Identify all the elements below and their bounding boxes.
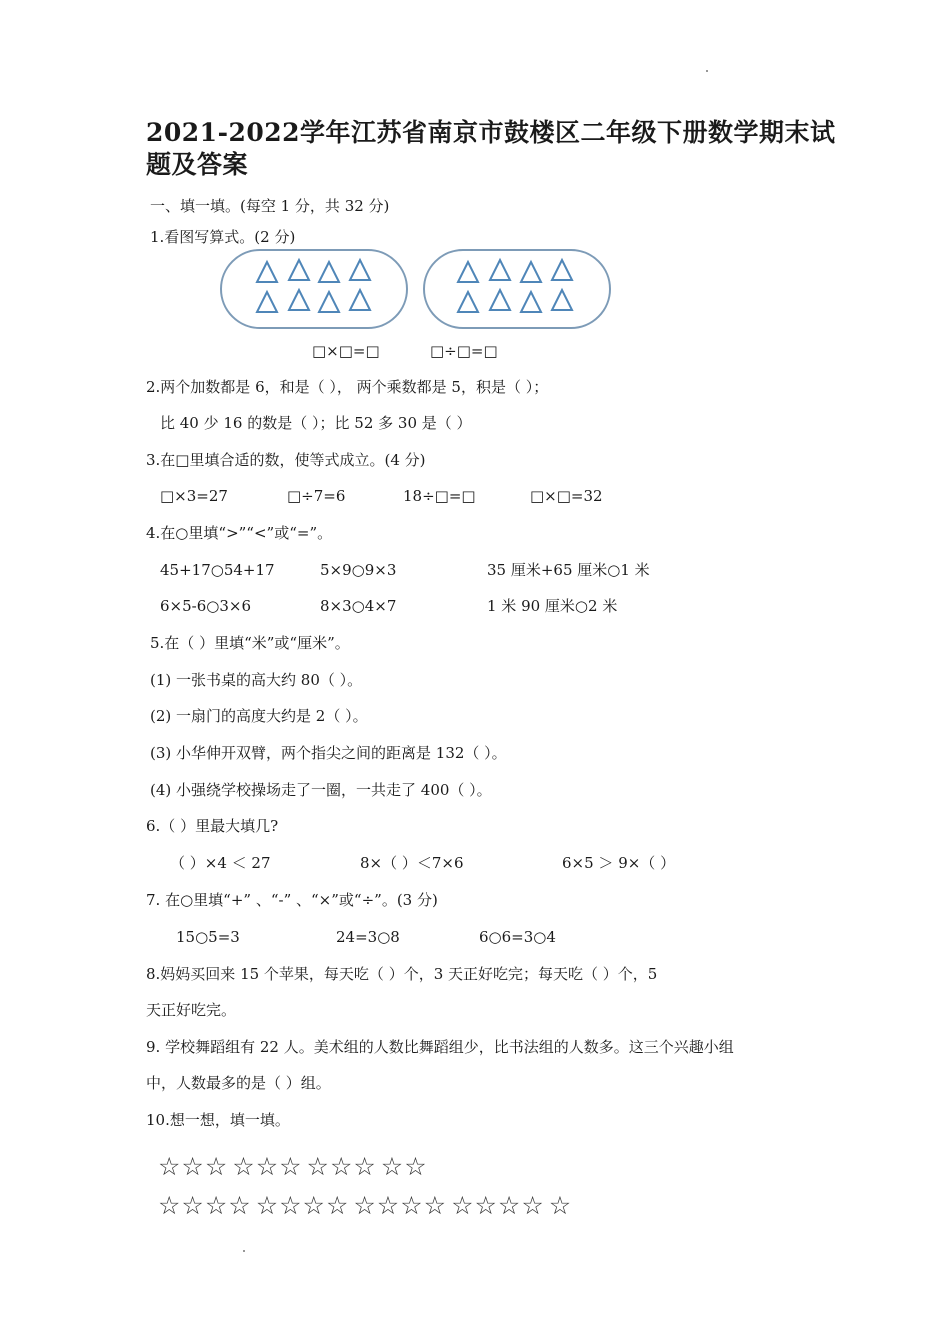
star-icon: ☆: [353, 1191, 377, 1220]
star-icon: ☆: [181, 1191, 205, 1220]
q5-label: 5.在（ ）里填“米”或“厘米”。: [150, 634, 350, 652]
triangle-icon: [319, 292, 339, 312]
star-icon: ☆: [353, 1152, 377, 1181]
star-icon: ☆: [158, 1191, 182, 1220]
q4-row2-item-1: 6×5-6○3×6: [160, 597, 252, 615]
q7-item-2: 24=3○8: [336, 928, 400, 946]
star-icon: ☆: [404, 1152, 428, 1181]
title-line-2: 题及答案: [146, 150, 249, 179]
star-icon: ☆: [228, 1191, 252, 1220]
star-icon: ☆: [376, 1191, 401, 1220]
q1-formula-left: □×□=□: [312, 342, 380, 360]
q6-item-3: 6×5 ＞ 9×（ ）: [562, 854, 676, 872]
star-icon: ☆: [400, 1191, 424, 1220]
star-icon: ☆: [497, 1191, 522, 1220]
triangle-icon: [458, 292, 478, 312]
star-icon: ☆: [329, 1152, 354, 1181]
triangle-icon: [552, 290, 572, 310]
q9-line-2: 中，人数最多的是（ ）组。: [146, 1074, 331, 1092]
q7-item-1: 15○5=3: [176, 928, 240, 946]
triangle-icon: [319, 262, 339, 282]
q3-item-3: 18÷□=□: [403, 487, 476, 505]
q2-line-2: 比 40 少 16 的数是（ ）；比 52 多 30 是（ ）: [160, 414, 472, 432]
triangle-icon: [552, 260, 572, 280]
group-left-outline: [221, 250, 407, 328]
q9-line-1: 9. 学校舞蹈组有 22 人。美术组的人数比舞蹈组少，比书法组的人数多。这三个兴趣小组: [146, 1038, 734, 1056]
star-icon: ☆: [204, 1152, 229, 1181]
q5-item-2: (2) 一扇门的高度大约是 2（ ）。: [150, 707, 368, 725]
star-row-2: [158, 1192, 572, 1220]
triangle-icon: [458, 262, 478, 282]
title-line-1: 2021-2022学年江苏省南京市鼓楼区二年级下册数学期末试: [146, 118, 836, 147]
q3-item-2: □÷7=6: [287, 487, 346, 505]
q8-line-2: 天正好吃完。: [146, 1001, 237, 1019]
triangle-icon: [521, 292, 541, 312]
q10-label: 10.想一想，填一填。: [146, 1111, 290, 1129]
q1-formula-right: □÷□=□: [430, 342, 498, 360]
triangle-icon: [289, 260, 309, 280]
q3-item-1: □×3=27: [160, 487, 228, 505]
star-icon: ☆: [181, 1152, 205, 1181]
q4-row2-item-2: 8×3○4×7: [320, 597, 397, 615]
q5-item-4: (4) 小强绕学校操场走了一圈，一共走了 400（ ）。: [150, 781, 492, 799]
star-icon: ☆: [302, 1191, 326, 1220]
triangle-icon: [490, 260, 510, 280]
triangle-groups-figure: [0, 0, 950, 340]
star-icon: ☆: [423, 1191, 448, 1220]
star-icon: ☆: [232, 1152, 256, 1181]
star-icon: ☆: [380, 1152, 405, 1181]
q1-label: 1.看图写算式。(2 分): [150, 228, 296, 246]
star-icon: ☆: [158, 1152, 182, 1181]
star-icon: ☆: [521, 1191, 545, 1220]
q3-label: 3.在□里填合适的数，使等式成立。(4 分): [146, 451, 426, 469]
star-icon: ☆: [325, 1191, 350, 1220]
q4-row1-item-1: 45+17○54+17: [160, 561, 275, 579]
q2-line-1: 2.两个加数都是 6，和是（ ）， 两个乘数都是 5，积是（ ）；: [146, 378, 549, 396]
q4-row1-item-3: 35 厘米+65 厘米○1 米: [487, 561, 650, 579]
star-icon: ☆: [255, 1191, 280, 1220]
star-icon: ☆: [451, 1191, 475, 1220]
q3-item-4: □×□=32: [530, 487, 603, 505]
q4-row1-item-2: 5×9○9×3: [320, 561, 397, 579]
q4-row2-item-3: 1 米 90 厘米○2 米: [487, 597, 618, 615]
q7-label: 7. 在○里填“+” 、“-” 、“×”或“÷”。(3 分): [146, 891, 438, 909]
star-row-1: [158, 1153, 428, 1181]
q8-line-1: 8.妈妈买回来 15 个苹果，每天吃（ ）个，3 天正好吃完；每天吃（ ）个，5: [146, 965, 658, 983]
group-right-outline: [424, 250, 610, 328]
star-icon: ☆: [204, 1191, 229, 1220]
star-icon: ☆: [474, 1191, 498, 1220]
q4-label: 4.在○里填“>”“<”或“=”。: [146, 524, 333, 542]
q7-item-3: 6○6=3○4: [479, 928, 556, 946]
star-icon: ☆: [279, 1152, 303, 1181]
triangle-icon: [257, 292, 277, 312]
speck: [243, 1250, 245, 1252]
q5-item-1: (1) 一张书桌的高大约 80（ ）。: [150, 671, 363, 689]
star-icon: ☆: [548, 1191, 573, 1220]
q6-item-2: 8×（ ）＜7×6: [360, 854, 464, 872]
q6-label: 6.（ ）里最大填几?: [146, 817, 279, 835]
star-icon: ☆: [306, 1152, 330, 1181]
star-icon: ☆: [279, 1191, 303, 1220]
triangle-icon: [289, 290, 309, 310]
q5-item-3: (3) 小华伸开双臂，两个指尖之间的距离是 132（ ）。: [150, 744, 507, 762]
triangle-icon: [490, 290, 510, 310]
triangle-icon: [521, 262, 541, 282]
section-1-heading: 一、填一填。(每空 1 分，共 32 分): [150, 197, 390, 215]
star-icon: ☆: [255, 1152, 280, 1181]
q6-item-1: （ ）×4 ＜ 27: [170, 854, 271, 872]
triangle-icon: [257, 262, 277, 282]
triangle-icon: [350, 290, 370, 310]
triangle-icon: [350, 260, 370, 280]
